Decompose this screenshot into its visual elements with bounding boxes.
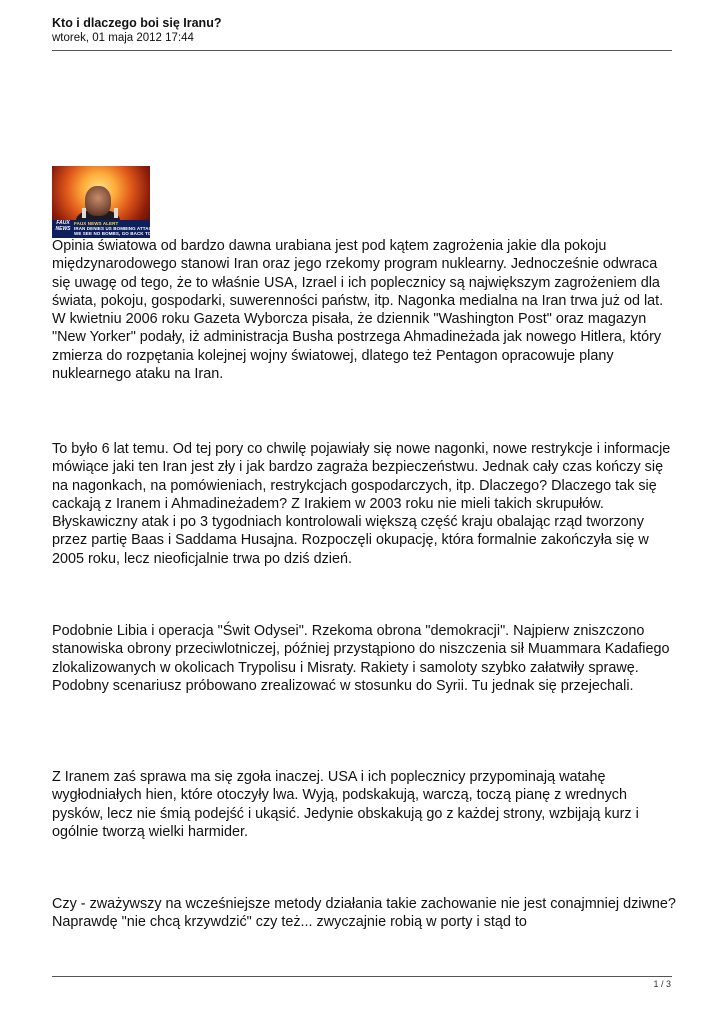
header-divider (52, 50, 672, 51)
article-paragraph: Podobnie Libia i operacja "Świt Odysei". Rzekoma obrona "demokracji". Najpierw zniszczono stanowiska obrony przeciwlotniczej, później przystąpiono do niszczenia sił Muammara Kadafiego zlokalizowanych w okolicach Trypolisu i Misraty. Rakiety i samoloty szybko załatwiły sprawę. Podobny scenariusz próbowano zrealizować w stosunku do Syrii. Tu jednak się przejechali. (52, 623, 670, 694)
article-paragraph: Czy - zważywszy na wcześniejsze metody działania takie zachowanie nie jest conajmniej dziwne? Naprawdę "nie chcą krzywdzić" czy też... zwyczajnie robią w porty i stąd to (52, 896, 676, 931)
page-number: 1 / 3 (653, 979, 671, 989)
alert-title: FAUX NEWS ALERT (74, 221, 119, 226)
article-photo (52, 166, 168, 238)
news-logo: FAUX NEWS (55, 220, 71, 232)
alert-line-1: IRAN DENIES US BOMBING ATTACK (74, 226, 156, 231)
article-paragraph: Z Iranem zaś sprawa ma się zgoła inaczej. USA i ich poplecznicy przypominają watahę wygłodniałych hien, które otoczyły lwa. Wyją, podskakują, warczą, toczą pianę z wrednych pysków, lecz nie śmią podejść i ukąsić. Jedynie obskakują go z każdej strony, wzbijają kurz i ogólnie tworzą wielki harmider. (52, 769, 639, 840)
article-paragraph: To było 6 lat temu. Od tej pory co chwilę pojawiały się nowe nagonki, nowe restrykcje i informacje mówiące jaki ten Iran jest zły i jak bardzo zagraża bezpieczeństwu. Jednak cały czas kończy się na nagonkach, na pomówieniach, restrykcjach gospodarczych, itp. Dlaczego? Dlaczego tak się cackają z Iranem i Ahmadineżadem? Z Irakiem w 2003 roku nie mieli takich skrupułów. Błyskawiczny atak i po 3 tygodniach kontrolowali większą część kraju obalając rząd tworzony przez partię Baas i Saddama Husajna. Rozpoczęli okupację, która formalnie zakończyła się w 2005 roku, lecz nieoficjalnie trwa po dziś dzień. (52, 441, 671, 567)
speaker-face (85, 186, 111, 216)
article-paragraph: Opinia światowa od bardzo dawna urabiana jest pod kątem zagrożenia jakie dla pokoju międzynarodowego stanowi Iran oraz jego rzekomy program nuklearny. Jednocześnie odwraca się uwagę od tego, że to właśnie USA, Izrael i ich poplecznicy są największym zagrożeniem dla świata, pokoju, gospodarki, suwerenności państw, itp. Nagonka medialna na Iran trwa już od lat. W kwietniu 2006 roku Gazeta Wyborcza pisała, że dziennik "Washington Post" oraz magazyn "New Yorker" podały, iż administracja Busha postrzega Ahmadineżada jak nowego Hitlera, który zmierza do rozpętania kolejnej wojny światowej, dlatego też Pentagon opracowuje plany nuklearnego ataku na Iran. (52, 238, 664, 383)
page-title: Kto i dlaczego boi się Iranu? (52, 16, 222, 30)
footer-divider (52, 976, 672, 977)
news-alert-banner (74, 221, 168, 236)
microphone-icon (114, 208, 118, 218)
publish-date: wtorek, 01 maja 2012 17:44 (52, 32, 194, 44)
microphone-icon (82, 208, 86, 218)
alert-line-2: WE SEE NO BOMBS, GO BACK TO SLEEP (74, 231, 168, 236)
